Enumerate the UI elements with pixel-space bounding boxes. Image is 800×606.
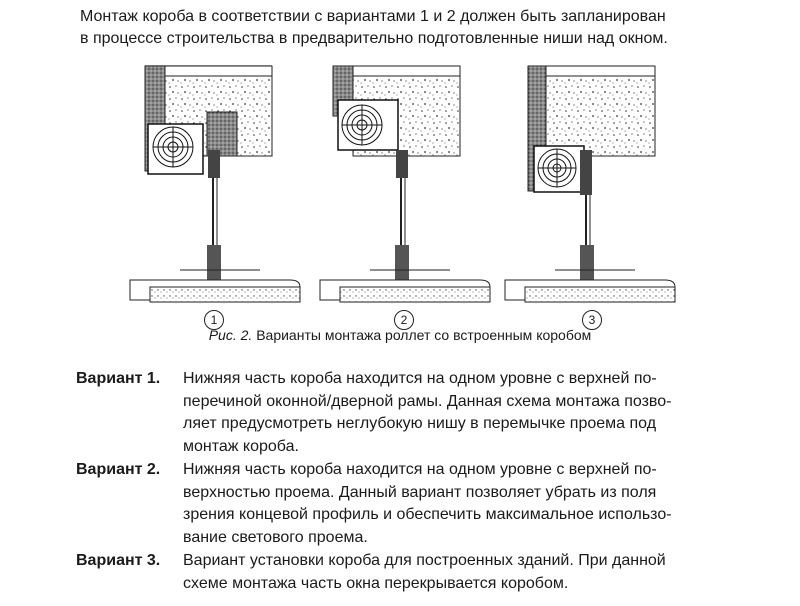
intro-line-2: в процессе строительства в предварительно подготовленные ниши над окном.: [80, 30, 668, 47]
text-line: монтаж короба.: [183, 437, 299, 455]
text-line: схеме монтажа часть окна перекрывается коробом.: [183, 574, 569, 592]
variant-description: [183, 550, 735, 595]
variant-2-diagram: [320, 66, 490, 302]
text-line: перечиной оконной/дверной рамы. Данная схема монтажа позво-: [183, 392, 672, 410]
text-line: Нижняя часть короба находится на одном уровне с верхней по-: [183, 461, 657, 478]
variant-1-diagram: [130, 66, 300, 302]
text-line: вание светового проема.: [183, 528, 368, 546]
variant-number-3: 3: [582, 310, 602, 330]
caption-prefix: Рис. 2.: [208, 327, 253, 343]
text-line: Вариант установки короба для построенных зданий. При данной: [183, 552, 666, 569]
variant-number-1: 1: [204, 310, 224, 330]
variant-label: Вариант 2.: [76, 461, 161, 478]
variant-3-diagram: [505, 66, 675, 302]
text-line: ляет предусмотреть неглубокую нишу в перемычке проема под: [183, 415, 657, 432]
roll-icon: [538, 149, 576, 187]
intro-line-1: Монтаж короба в соответствии с вариантами 1 и 2 должен быть запланирован: [80, 8, 666, 25]
text-line: верхностью проема. Данный вариант позволяет убрать из поля: [183, 483, 657, 501]
text-line: зрения концевой профиль и обеспечить максимальное использо-: [183, 506, 672, 523]
caption-text: Варианты монтажа роллет со встроенным коробом: [252, 327, 592, 343]
roll-icon: [153, 127, 193, 167]
variant-description: [183, 459, 735, 549]
roll-icon: [342, 105, 382, 145]
variant-label: Вариант 3.: [76, 552, 161, 569]
text-line: Нижняя часть короба находится на одном уровне с верхней по-: [183, 370, 657, 387]
variant-description: [183, 368, 735, 458]
figure-caption: [0, 327, 800, 343]
variant-number-2: 2: [394, 310, 414, 330]
variant-label: Вариант 1.: [76, 370, 161, 387]
